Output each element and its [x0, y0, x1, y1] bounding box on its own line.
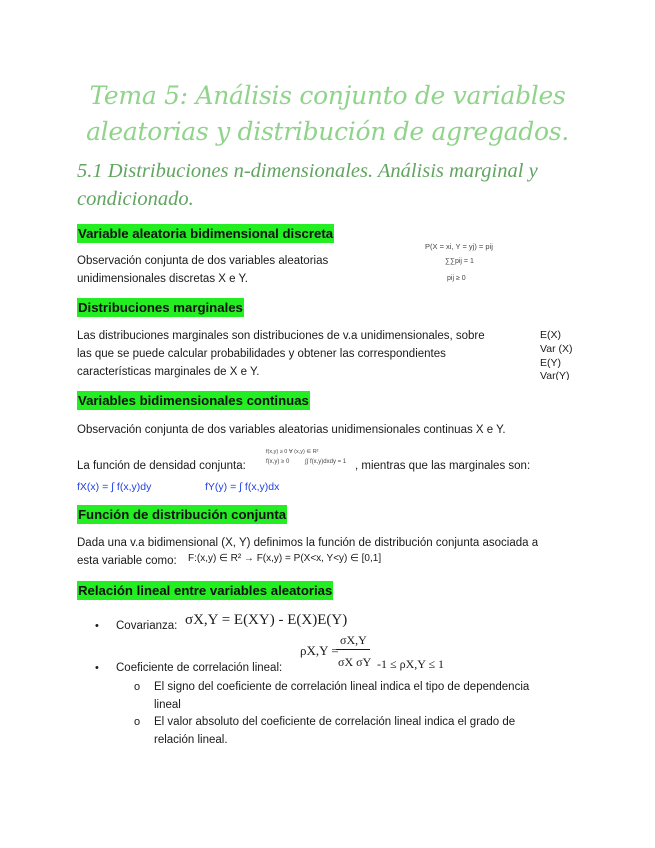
density-text-post: , mientras que las marginales son:	[355, 460, 531, 472]
title-line-2: aleatorias y distribución de agregados.	[86, 117, 569, 146]
signo-text-2: lineal	[154, 699, 181, 711]
marginal-density-x: fX(x) = ∫ f(x,y)dy	[77, 481, 152, 493]
sub-bullet-signo: o	[134, 681, 141, 693]
bullet-correlacion: •	[95, 662, 99, 674]
heading-distribucion: Función de distribución conjunta	[78, 507, 287, 522]
correlacion-numerator: σX,Y	[340, 633, 367, 647]
density-text-pre: La función de densidad conjunta:	[77, 460, 246, 472]
density-formula-nonneg: f(x,y) ≥ 0	[266, 459, 290, 465]
distribucion-text-1: Dada una v.a bidimensional (X, Y) definimos la función de distribución conjunta asociada a	[77, 537, 539, 549]
marginal-ey: E(Y)	[540, 357, 561, 369]
heading-discreta: Variable aleatoria bidimensional discreta	[78, 226, 334, 241]
marginal-varx: Var (X)	[540, 343, 573, 355]
covarianza-formula: σX,Y = E(XY) - E(X)E(Y)	[185, 612, 348, 628]
continuas-text-1: Observación conjunta de dos variables aleatorias unidimensionales continuas X e Y.	[77, 424, 506, 436]
discreta-formula-sum: ∑∑pij = 1	[445, 258, 474, 265]
correlacion-range: -1 ≤ ρX,Y ≤ 1	[377, 657, 445, 671]
distribucion-text-2: esta variable como:	[77, 555, 177, 567]
discreta-text-2: unidimensionales discretas X e Y.	[77, 273, 248, 285]
covarianza-label: Covarianza:	[116, 620, 178, 632]
discreta-formula-prob: P(X = xi, Y = yj) = pij	[425, 242, 493, 251]
valor-text-2: relación lineal.	[154, 734, 228, 746]
marginales-text-2: las que se puede calcular probabilidades y obtener las correspondientes	[77, 348, 446, 360]
correlacion-denominator: σX σY	[338, 655, 372, 669]
heading-relacion: Relación lineal entre variables aleatorias	[78, 583, 333, 598]
discreta-text-1: Observación conjunta de dos variables aleatorias	[77, 255, 329, 267]
bullet-covarianza: •	[95, 620, 99, 632]
correlacion-fraction-bar	[336, 649, 370, 650]
title-line-1: Tema 5: Análisis conjunto de variables	[89, 81, 566, 110]
marginal-ex: E(X)	[540, 329, 561, 341]
density-formula-domain: f(x,y) ≥ 0 ∀ (x,y) ∈ R²	[266, 449, 319, 455]
sub-bullet-valor: o	[134, 716, 141, 728]
subtitle-line-1: 5.1 Distribuciones n-dimensionales. Análisis marginal y	[77, 160, 538, 182]
marginales-text-1: Las distribuciones marginales son distribuciones de v.a unidimensionales, sobre	[77, 330, 485, 342]
density-formula-integral: ∫∫ f(x,y)dxdy = 1	[305, 459, 347, 465]
correlacion-label: Coeficiente de correlación lineal:	[116, 662, 283, 674]
correlacion-lhs: ρX,Y =	[300, 643, 339, 658]
heading-marginales: Distribuciones marginales	[78, 300, 243, 315]
marginal-density-y: fY(y) = ∫ f(x,y)dx	[205, 481, 280, 493]
signo-text-1: El signo del coeficiente de correlación lineal indica el tipo de dependencia	[154, 681, 530, 693]
heading-continuas: Variables bidimensionales continuas	[78, 393, 309, 408]
subtitle-line-2: condicionado.	[77, 188, 194, 210]
distribucion-formula: F:(x,y) ∈ R² → F(x,y) = P(X<x, Y<y) ∈ [0,1]	[188, 553, 382, 564]
marginales-text-3: características marginales de X e Y.	[77, 366, 260, 378]
marginal-vary: Var(Y)	[540, 370, 570, 380]
discreta-formula-nonneg: pij ≥ 0	[447, 275, 466, 282]
valor-text-1: El valor absoluto del coeficiente de correlación lineal indica el grado de	[154, 716, 516, 728]
